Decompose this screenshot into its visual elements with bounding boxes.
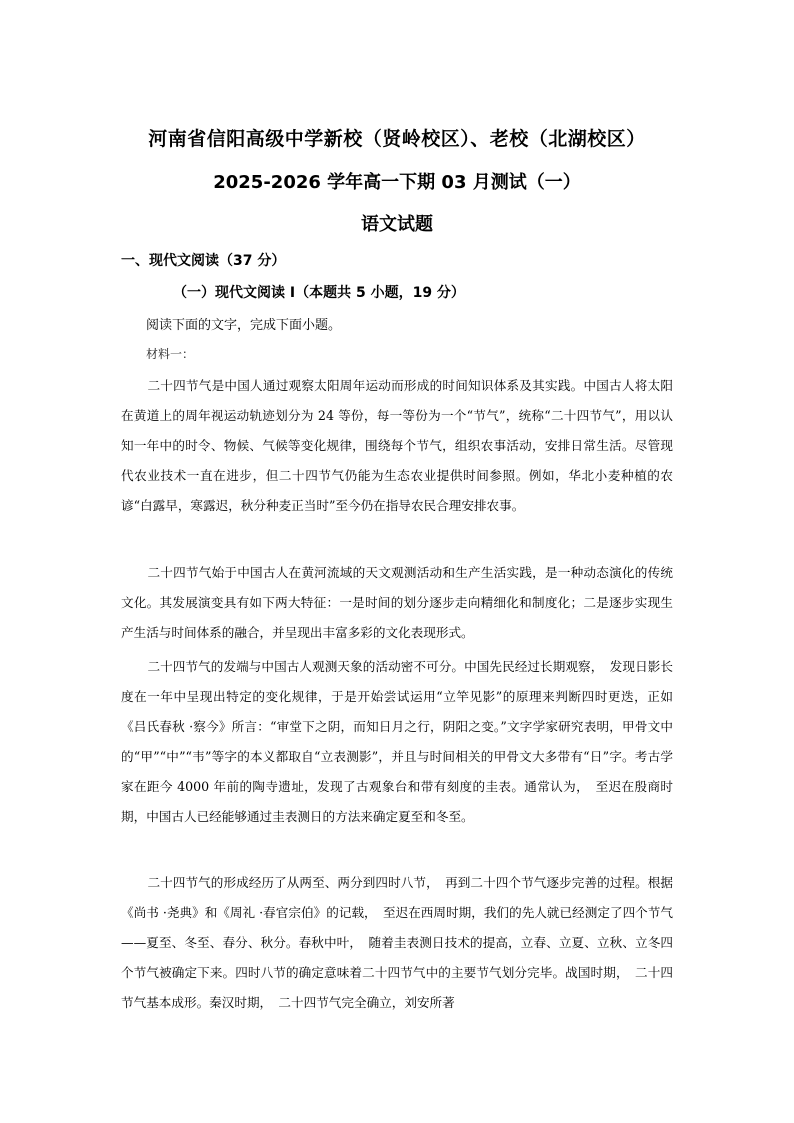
school-title: 河南省信阳高级中学新校（贤岭校区）、老校（北湖校区）	[148, 128, 646, 150]
reading-instruction: 阅读下面的文字，完成下面小题。	[146, 318, 342, 333]
exam-term-title: 2025-2026 学年高一下期 03 月测试（一）	[213, 172, 581, 193]
section-heading: 一、现代文阅读（37 分）	[121, 253, 286, 269]
passage-paragraph: 二十四节气是中国人通过观察太阳周年运动而形成的时间知识体系及其实践。中国古人将太阳在黄道上的周年视运动轨迹划分为 24 等份，每一等份为一个“节气”，统称“二十四节气”，用以认知一年中的时令、物候、气候等变化规律，围绕每个节气，组织农事活动，安排日常生活。尽管现代农业技术一直在进步，但二十四节气仍能为生态农业提供时间参照。例如，华北小麦种植的农谚“白露早，寒露迟，秋分种麦正当时”至今仍在指导农民合理安排农事。	[121, 378, 673, 513]
passage-paragraph: 二十四节气的形成经历了从两至、两分到四时八节， 再到二十四个节气逐步完善的过程。根据《尚书 ·尧典》和《周礼 ·春官宗伯》的记载， 至迟在西周时期，我们的先人就已经测定了四个节气——夏至、冬至、春分、秋分。春秋中叶， 随着圭表测日技术的提高，立春、立夏、立秋、立冬四个节气被确定下来。四时八节的确定意味着二十四节气中的主要节气划分完毕。战国时期， 二十四节气基本成形。秦汉时期， 二十四节气完全确立，刘安所著	[121, 875, 673, 1010]
material-label: 材料一：	[146, 347, 195, 361]
subject-title: 语文试题	[361, 214, 433, 235]
passage-paragraph: 二十四节气的发端与中国古人观测天象的活动密不可分。中国先民经过长期观察， 发现日影长度在一年中呈现出特定的变化规律，于是开始尝试运用“立竿见影”的原理来判断四时更迭，正如《吕氏春秋 ·察今》所言：“审堂下之阴，而知日月之行，阴阳之变。”文字学家研究表明，甲骨文中的“甲”“中”“韦”等字的本义都取自“立表测影”，并且与时间相关的甲骨文大多带有“日”字。考古学家在距今 4000 年前的陶寺遗址，发现了古观象台和带有刻度的圭表。通常认为， 至迟在殷商时期，中国古人已经能够通过圭表测日的方法来确定夏至和冬至。	[121, 659, 673, 824]
subsection-heading: （一）现代文阅读 I（本题共 5 小题，19 分）	[173, 285, 465, 301]
passage-paragraph: 二十四节气始于中国古人在黄河流域的天文观测活动和生产生活实践，是一种动态演化的传统文化。其发展演变具有如下两大特征：一是时间的划分逐步走向精细化和制度化；二是逐步实现生产生活与时间体系的融合，并呈现出丰富多彩的文化表现形式。	[121, 565, 673, 640]
